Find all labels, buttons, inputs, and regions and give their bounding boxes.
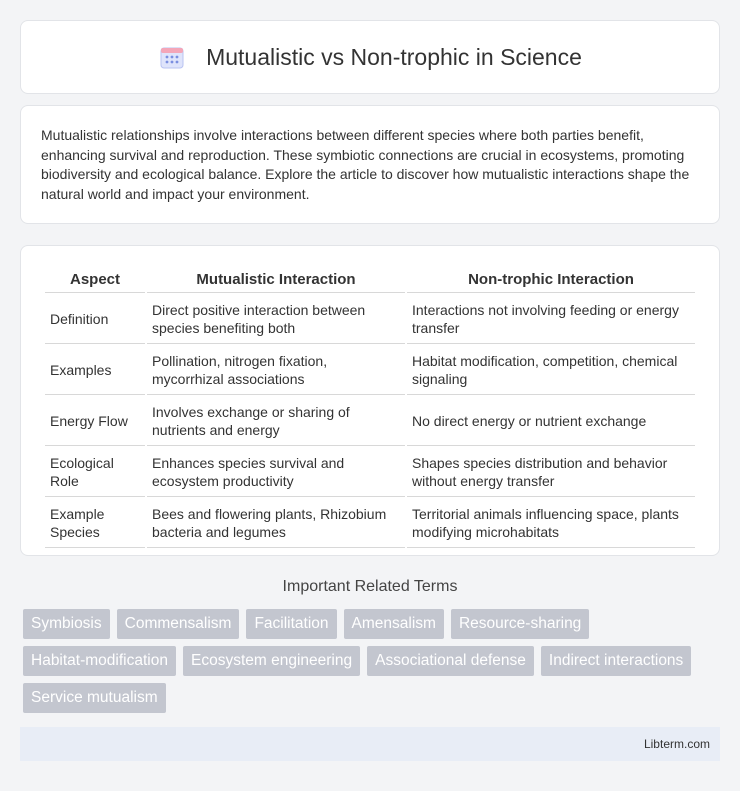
cell-non-trophic: Habitat modification, competition, chemical signaling <box>407 346 695 395</box>
related-term-tag[interactable]: Amensalism <box>344 609 444 639</box>
table-row <box>45 346 695 395</box>
related-term-tag[interactable]: Resource-sharing <box>451 609 589 639</box>
comparison-table <box>43 266 697 550</box>
cell-non-trophic: No direct energy or nutrient exchange <box>407 397 695 446</box>
cell-aspect: Energy Flow <box>45 397 145 446</box>
table-row <box>45 499 695 548</box>
related-term-tag[interactable]: Indirect interactions <box>541 646 691 676</box>
cell-mutualistic: Pollination, nitrogen fixation, mycorrhizal associations <box>147 346 405 395</box>
related-term-tag[interactable]: Facilitation <box>246 609 336 639</box>
table-row <box>45 295 695 344</box>
calendar-icon <box>158 43 186 71</box>
related-term-tag[interactable]: Commensalism <box>117 609 240 639</box>
cell-aspect: Definition <box>45 295 145 344</box>
cell-mutualistic: Bees and flowering plants, Rhizobium bacteria and legumes <box>147 499 405 548</box>
table-row <box>45 397 695 446</box>
header-mutualistic: Mutualistic Interaction <box>147 268 405 293</box>
cell-non-trophic: Territorial animals influencing space, plants modifying microhabitats <box>407 499 695 548</box>
cell-mutualistic: Involves exchange or sharing of nutrients and energy <box>147 397 405 446</box>
table-row <box>45 448 695 497</box>
header-non-trophic: Non-trophic Interaction <box>407 268 695 293</box>
related-terms-list <box>23 609 723 720</box>
related-term-tag[interactable]: Service mutualism <box>23 683 166 713</box>
cell-aspect: Example Species <box>45 499 145 548</box>
comparison-card <box>20 245 720 556</box>
footer <box>20 727 720 761</box>
cell-aspect: Examples <box>45 346 145 395</box>
header-aspect: Aspect <box>45 268 145 293</box>
related-term-tag[interactable]: Symbiosis <box>23 609 110 639</box>
intro-text: Mutualistic relationships involve interactions between different species where both parties benefit, enhancing survival and reproduction. These symbiotic connections are crucial in ecosystems, promoting biodiversity and ecological balance. Explore the article to discover how mutualistic interactions shape the natural world and impact your environment. <box>41 127 690 202</box>
page-title: Mutualistic vs Non-trophic in Science <box>206 43 582 70</box>
related-term-tag[interactable]: Ecosystem engineering <box>183 646 360 676</box>
related-term-tag[interactable]: Habitat-modification <box>23 646 176 676</box>
cell-non-trophic: Interactions not involving feeding or energy transfer <box>407 295 695 344</box>
cell-mutualistic: Direct positive interaction between species benefiting both <box>147 295 405 344</box>
cell-aspect: Ecological Role <box>45 448 145 497</box>
cell-non-trophic: Shapes species distribution and behavior without energy transfer <box>407 448 695 497</box>
cell-mutualistic: Enhances species survival and ecosystem productivity <box>147 448 405 497</box>
header-card <box>20 20 720 94</box>
intro-card <box>20 105 720 224</box>
footer-site-link[interactable]: Libterm.com <box>643 737 710 751</box>
related-terms-title: Important Related Terms <box>282 578 458 595</box>
table-header-row <box>45 268 695 293</box>
related-term-tag[interactable]: Associational defense <box>367 646 534 676</box>
